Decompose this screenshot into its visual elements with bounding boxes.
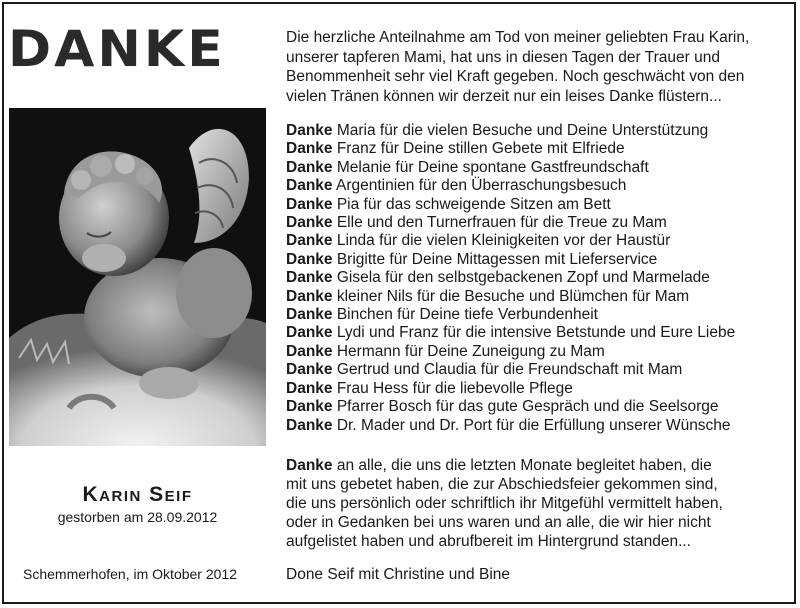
thanks-keyword: Danke <box>286 250 333 268</box>
closing-line: die uns persönlich oder schriftlich ihr Mitgefühl vermittelt haben, <box>286 495 723 512</box>
thanks-list <box>286 122 786 435</box>
thanks-item <box>286 177 786 195</box>
thanks-text: Gisela für den selbstgebackenen Zopf und Marmelade <box>336 269 710 287</box>
thanks-keyword: Danke <box>286 342 333 360</box>
thanks-text: Gertrud und Claudia für die Freundschaft mit Mam <box>336 361 683 379</box>
cherub-image <box>9 108 266 446</box>
thanks-item <box>286 140 786 158</box>
thanks-item <box>286 196 786 214</box>
thanks-text: Dr. Mader und Dr. Port für die Erfüllung unserer Wünsche <box>336 416 731 434</box>
heading-danke: DANKE <box>8 21 226 79</box>
thanks-keyword: Danke <box>286 269 333 287</box>
thanks-item <box>286 122 786 140</box>
thanks-keyword: Danke <box>286 140 333 158</box>
thanks-keyword: Danke <box>286 195 333 213</box>
thanks-item <box>286 288 786 306</box>
thanks-keyword: Danke <box>286 177 333 195</box>
thanks-text: kleiner Nils für die Besuche und Blümchen für Mam <box>336 287 690 305</box>
thanks-text: Maria für die vielen Besuche und Deine Unterstützung <box>336 122 709 139</box>
place-date: Schemmerhofen, im Oktober 2012 <box>23 566 237 582</box>
thanks-keyword: Danke <box>286 287 333 305</box>
intro-line: unserer tapferen Mami, hat uns in diesen Tagen der Trauer und <box>286 48 720 66</box>
thanks-text: Hermann für Deine Zuneigung zu Mam <box>336 342 605 360</box>
closing-paragraph <box>286 456 791 551</box>
thanks-text: Linda für die vielen Kleinigkeiten vor der Haustür <box>336 232 671 250</box>
thanks-item <box>286 306 786 324</box>
thanks-keyword: Danke <box>286 214 333 232</box>
intro-line: vielen Tränen können wir derzeit nur ein leises Danke flüstern... <box>286 87 722 105</box>
thanks-text: Elle und den Turnerfrauen für die Treue zu Mam <box>336 214 667 232</box>
thanks-keyword: Danke <box>286 361 333 379</box>
thanks-item <box>286 159 786 177</box>
thanks-keyword: Danke <box>286 232 333 250</box>
thanks-item <box>286 232 786 250</box>
angel-photo <box>9 108 266 446</box>
thanks-item <box>286 324 786 342</box>
thanks-text: Frau Hess für die liebevolle Pflege <box>336 379 573 397</box>
thanks-text: Pia für das schweigende Sitzen am Bett <box>336 195 611 213</box>
thanks-item <box>286 269 786 287</box>
closing-first-line: an alle, die uns die letzten Monate begleitet haben, die <box>332 457 712 474</box>
thanks-item <box>286 343 786 361</box>
intro-paragraph <box>286 28 786 106</box>
thanks-item <box>286 251 786 269</box>
deceased-name: Karin Seif <box>82 483 193 506</box>
thanks-text: Argentinien für den Überraschungsbesuch <box>335 177 627 195</box>
thanks-item <box>286 398 786 416</box>
thanks-keyword: Danke <box>286 306 333 324</box>
thanks-item <box>286 214 786 232</box>
thanks-text: Lydi und Franz für die intensive Betstunde und Eure Liebe <box>336 324 736 342</box>
thanks-item <box>286 417 786 435</box>
thanks-keyword: Danke <box>286 122 333 139</box>
thanks-text: Brigitte für Deine Mittagessen mit Lieferservice <box>336 250 658 268</box>
thanks-text: Franz für Deine stillen Gebete mit Elfriede <box>336 140 625 158</box>
thanks-keyword: Danke <box>286 379 333 397</box>
thanks-item <box>286 380 786 398</box>
thanks-keyword: Danke <box>286 416 333 434</box>
death-date: gestorben am 28.09.2012 <box>57 509 218 525</box>
closing-line <box>286 456 791 475</box>
thanks-keyword: Danke <box>286 398 333 416</box>
closing-line: oder in Gedanken bei uns waren und an alle, die wir hier nicht <box>286 514 711 531</box>
closing-keyword: Danke <box>286 457 333 474</box>
closing-line: mit uns gebetet haben, die zur Abschiedsfeier gekommen sind, <box>286 476 718 493</box>
thanks-keyword: Danke <box>286 324 333 342</box>
thanks-text: Binchen für Deine tiefe Verbundenheit <box>336 306 598 324</box>
thanks-keyword: Danke <box>286 158 333 176</box>
thanks-text: Melanie für Deine spontane Gastfreundschaft <box>336 158 649 176</box>
closing-line: aufgelistet haben und abrufbereit im Hintergrund standen... <box>286 533 691 550</box>
intro-line: Benommenheit sehr viel Kraft gegeben. Noch geschwächt von den <box>286 68 745 85</box>
thanks-text: Pfarrer Bosch für das gute Gespräch und die Seelsorge <box>336 398 719 416</box>
signature: Done Seif mit Christine und Bine <box>286 566 511 583</box>
intro-line: Die herzliche Anteilnahme am Tod von meiner geliebten Frau Karin, <box>286 29 750 46</box>
thanks-item <box>286 361 786 379</box>
